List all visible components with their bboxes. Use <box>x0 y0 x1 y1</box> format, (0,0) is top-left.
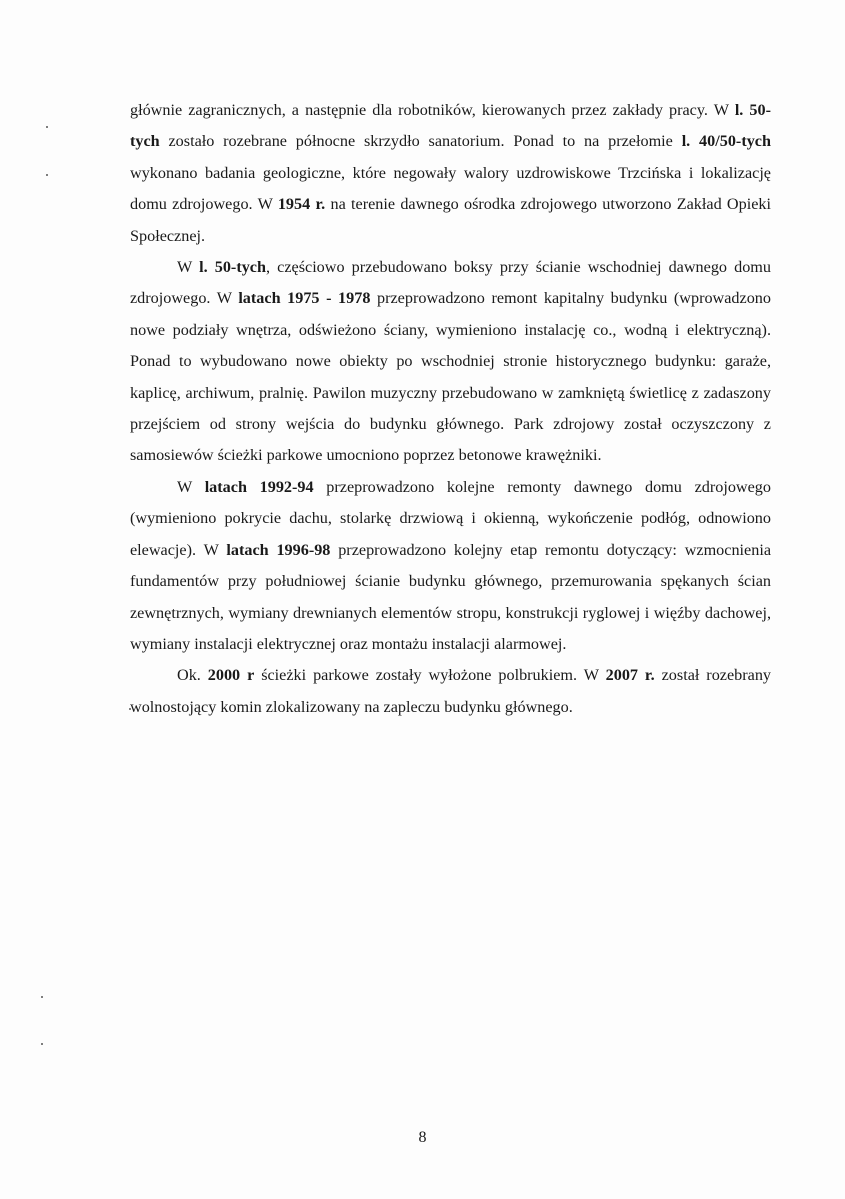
scan-speck <box>41 996 43 998</box>
scan-speck <box>46 126 48 128</box>
bold-text: latach 1996-98 <box>226 540 331 559</box>
body-text <box>130 95 771 723</box>
text-run: na terenie dawnego ośrodka zdrojowego utworzono Zakład Opieki Społecznej. <box>130 195 771 245</box>
scan-speck <box>41 1043 43 1045</box>
text-run: zostało rozebrane północne skrzydło sanatorium. Ponad to na przełomie <box>159 132 682 151</box>
bold-text: l. 50-tych <box>130 101 772 151</box>
bold-text: 2000 r <box>207 666 255 685</box>
paragraph <box>130 660 771 723</box>
text-run: przeprowadzono kolejny etap remontu dotyczący: wzmocnienia fundamentów przy południowej ścianie budynku głównego, przemurowania spękanych ścian zewnętrznych, wymiany drewnianych elementów stropu, konstrukcji ryglowej i więźby dachowej, wymiany instalacji elektrycznej oraz montażu instalacji alarmowej. <box>130 540 772 653</box>
paragraph <box>130 95 771 252</box>
paragraph <box>130 252 771 472</box>
bold-text: latach 1992-94 <box>204 477 314 496</box>
text-run: ścieżki parkowe zostały wyłożone polbrukiem. W <box>254 666 606 685</box>
bold-text: latach 1975 - 1978 <box>238 289 371 308</box>
page-number: 8 <box>418 1129 427 1146</box>
paragraph <box>130 472 771 660</box>
text-run: głównie zagranicznych, a następnie dla robotników, kierowanych przez zakłady pracy. W <box>130 101 735 119</box>
text-run: Ok. <box>177 666 208 685</box>
text-run: W <box>177 477 205 496</box>
text-run: został rozebrany wolnostojący komin zlokalizowany na zapleczu budynku głównego. <box>130 666 772 716</box>
text-run: W <box>177 258 200 277</box>
bold-text: 1954 r. <box>277 195 326 214</box>
bold-text: 2007 r. <box>605 666 655 685</box>
text-run: przeprowadzono kolejne remonty dawnego domu zdrojowego (wymieniono pokrycie dachu, stolarkę drzwiową i okienną, wykończenie podłóg, odnowiono elewacje). W <box>130 477 771 559</box>
text-run: przeprowadzono remont kapitalny budynku (wprowadzono nowe podziały wnętrza, odświeżono ściany, wymieniono instalację co., wodną i elektryczną). Ponad to wybudowano nowe obiekty po wschodniej stronie historycznego budynku: garaże, kaplicę, archiwum, pralnię. Pawilon muzyczny przebudowano w zamkniętą świetlicę z zadaszony przejściem od strony wejścia do budynku głównego. Park zdrojowy został oczyszczony z samosiewów ścieżki parkowe umocniono poprzez betonowe krawężniki. <box>130 289 771 465</box>
text-run: , częściowo przebudowano boksy przy ścianie wschodniej dawnego domu zdrojowego. W <box>130 258 771 308</box>
scan-speck <box>46 174 48 176</box>
bold-text: l. 50-tych <box>199 258 266 277</box>
bold-text: l. 40/50-tych <box>681 132 771 151</box>
text-run: wykonano badania geologiczne, które negowały walory uzdrowiskowe Trzcińska i lokalizację domu zdrojowego. W <box>130 163 771 214</box>
